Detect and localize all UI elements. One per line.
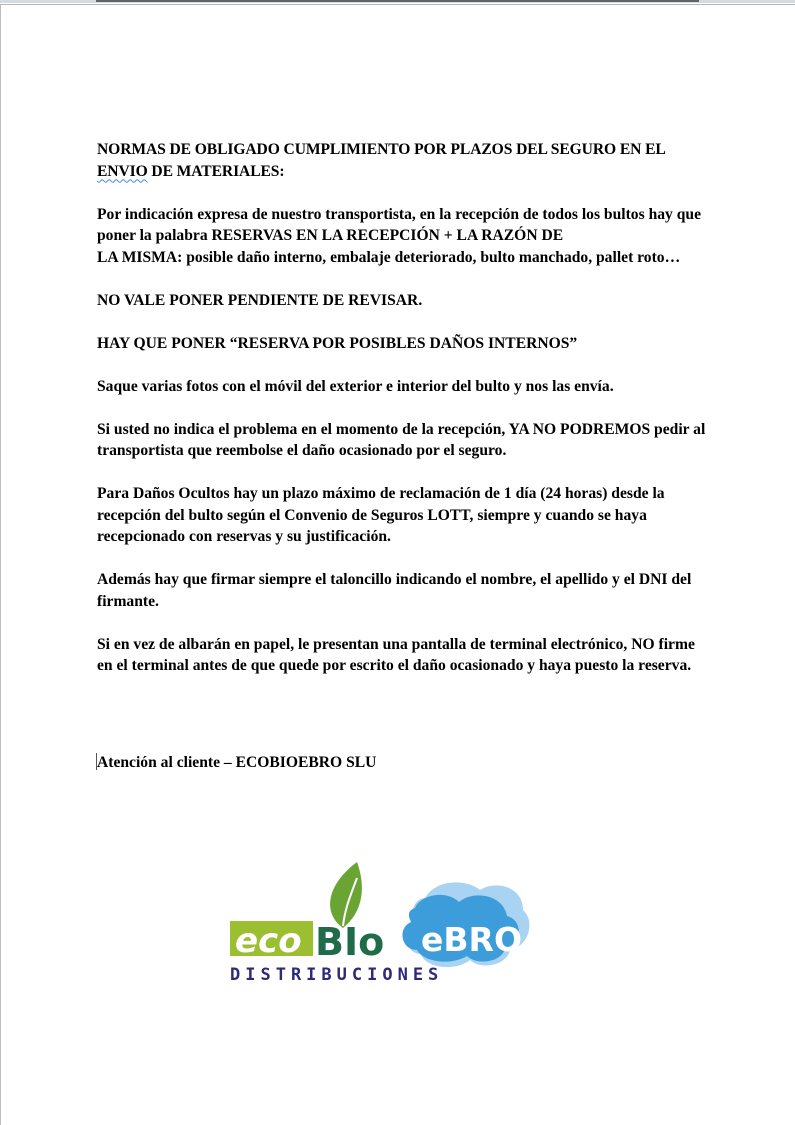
company-logo xyxy=(225,858,535,988)
logo-bio-text: BIo xyxy=(315,920,385,964)
paragraph-text: LA MISMA: posible daño interno, embalaje deteriorado, bulto manchado, pallet roto… xyxy=(97,248,681,266)
paragraph-firmar: Además hay que firmar siempre el taloncillo indicando el nombre, el apellido y el DNI del firmante. xyxy=(97,571,692,610)
ecobioebro-logo-graphic xyxy=(225,858,535,988)
logo-eco-text: eco xyxy=(235,921,302,961)
signature-text: Atención al cliente – ECOBIOEBRO SLU xyxy=(97,754,377,771)
paragraph-no-indica: Si usted no indica el problema en el momento de la recepción, YA NO PODREMOS pedir al transportista que reembolse el daño ocasionado por el seguro. xyxy=(97,420,706,459)
paragraph-hay-que-poner: HAY QUE PONER “RESERVA POR POSIBLES DAÑOS INTERNOS” xyxy=(97,334,578,352)
heading-line-1: NORMAS DE OBLIGADO CUMPLIMIENTO POR PLAZOS DEL SEGURO EN EL xyxy=(97,141,666,158)
heading-line-2: DE MATERIALES: xyxy=(147,162,285,180)
logo-tagline: DISTRIBUCIONES xyxy=(230,965,444,985)
page-scroll-indicator xyxy=(96,0,699,2)
paragraph-terminal: Si en vez de albarán en papel, le presentan una pantalla de terminal electrónico, NO firme en el terminal antes de que quede por escrito el daño ocasionado y haya puesto la reserva. xyxy=(97,635,695,674)
logo-ebro-text: eBRO xyxy=(421,920,522,959)
paragraph-reservas xyxy=(97,204,707,269)
signature-line xyxy=(96,752,376,774)
paragraph-text: Por indicación expresa de nuestro transportista, en la recepción de todos los bultos hay que poner la palabra RESERVAS EN LA RECEPCIÓN + LA RAZÓN DE xyxy=(97,205,701,244)
document-heading xyxy=(97,139,707,182)
paragraph-danos-ocultos: Para Daños Ocultos hay un plazo máximo de reclamación de 1 día (24 horas) desde la recepción del bulto según el Convenio de Seguros LOTT, siempre y cuando se haya recepcionado con reservas y su justificación. xyxy=(97,485,665,545)
spellcheck-flagged-word[interactable]: ENVIO xyxy=(97,162,148,180)
leaf-icon xyxy=(330,862,362,928)
paragraph-no-vale: NO VALE PONER PENDIENTE DE REVISAR. xyxy=(97,291,423,309)
document-body[interactable] xyxy=(97,139,707,698)
paragraph-fotos: Saque varias fotos con el móvil del exterior e interior del bulto y nos las envía. xyxy=(97,377,614,395)
